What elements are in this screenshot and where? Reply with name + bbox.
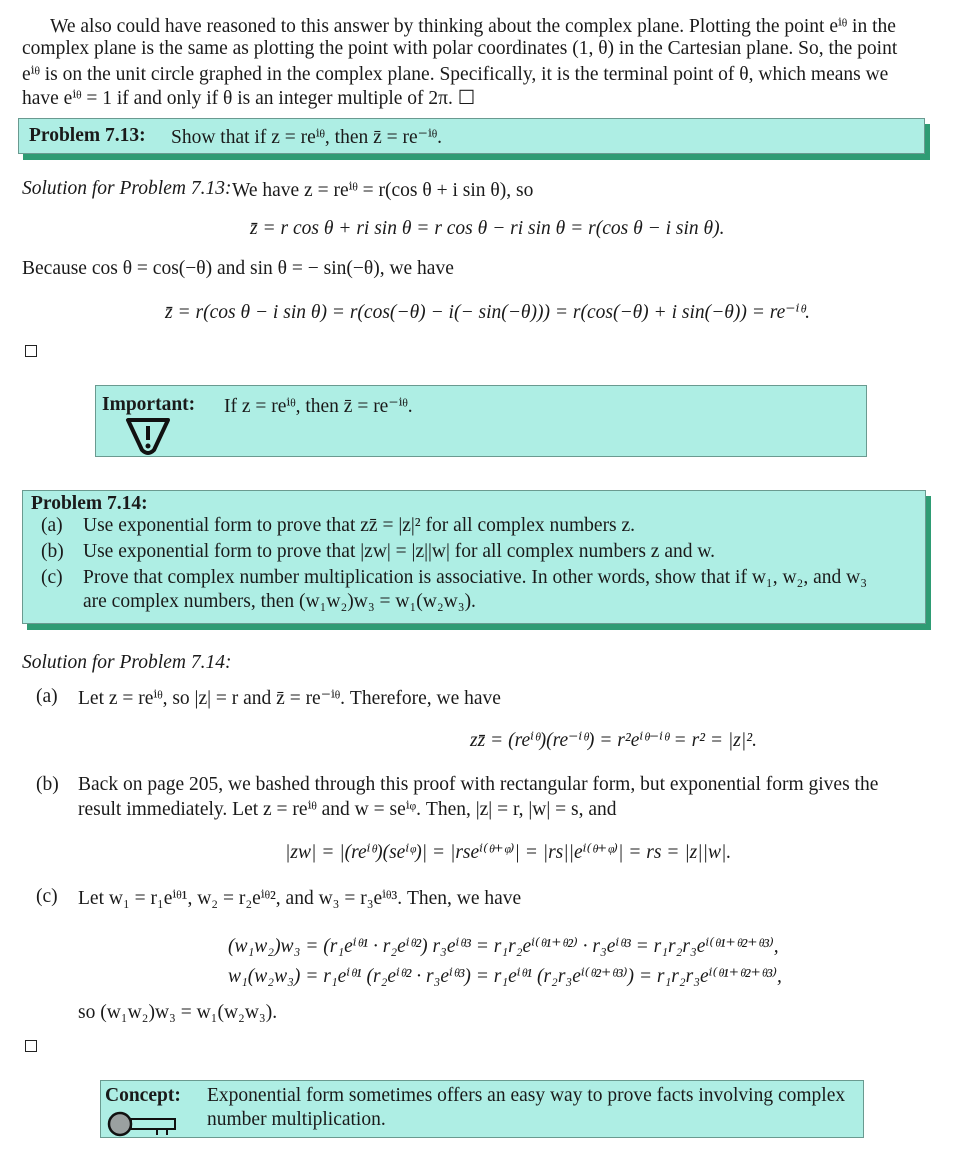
important-text: If z = reⁱᶿ, then z̄ = re⁻ⁱᶿ. [224,396,413,417]
concept-box [100,1080,864,1138]
solution-label: Solution for Problem 7.14: [22,652,232,673]
solution-text: Because cos θ = cos(−θ) and sin θ = − sin(−θ), we have [22,258,454,279]
part-text: Use exponential form to prove that |zw| = |z||w| for all complex numbers z and w. [83,541,716,562]
qed-box [25,1040,37,1052]
solution-text: We have z = reⁱᶿ = r(cos θ + i sin θ), so [232,180,534,201]
warning-icon [124,416,172,456]
part-text: Prove that complex number multiplication is associative. In other words, show that if w₁, w₂, and w₃ [83,567,867,588]
part-tag: (c) [36,886,58,907]
part-tag: (b) [41,541,64,562]
problem-text: Show that if z = reⁱᶿ, then z̄ = re⁻ⁱᶿ. [171,127,443,148]
part-tag: (c) [41,567,63,588]
equation: zz̄ = (reⁱᶿ)(re⁻ⁱᶿ) = r²eⁱᶿ⁻ⁱᶿ = r² = |z|². [470,730,757,751]
part-tag: (a) [36,686,58,707]
important-box [95,385,867,457]
intro-line: We also could have reasoned to this answer by thinking about the complex plane. Plotting the point eⁱᶿ in the [50,16,896,37]
qed-box [25,345,37,357]
equation: z̄ = r cos θ + ri sin θ = r cos θ − ri sin θ = r(cos θ − i sin θ). [250,218,725,239]
problem-label: Problem 7.14: [31,493,148,514]
solution-text: Let z = reⁱᶿ, so |z| = r and z̄ = re⁻ⁱᶿ. Therefore, we have [78,688,501,709]
solution-text: Let w₁ = r₁eⁱᶿ¹, w₂ = r₂eⁱᶿ², and w₃ = r₃eⁱᶿ³. Then, we have [78,888,522,909]
key-icon [107,1111,179,1137]
equation: |zw| = |(reⁱᶿ)(seⁱᵠ)| = |rseⁱ⁽ᶿ⁺ᵠ⁾| = |rs||eⁱ⁽ᶿ⁺ᵠ⁾| = rs = |z||w|. [285,842,732,863]
solution-text: Back on page 205, we bashed through this proof with rectangular form, but exponential form gives the [78,774,879,795]
solution-text: result immediately. Let z = reⁱᶿ and w = seⁱᵠ. Then, |z| = r, |w| = s, and [78,799,617,820]
intro-line: eⁱᶿ is on the unit circle graphed in the complex plane. Specifically, it is the terminal point of θ, which means we [22,64,889,85]
intro-line: have eⁱᶿ = 1 if and only if θ is an integer multiple of 2π. ☐ [22,88,476,109]
solution-text: so (w₁w₂)w₃ = w₁(w₂w₃). [78,1002,278,1023]
part-tag: (a) [41,515,63,536]
part-text: Use exponential form to prove that zz̄ = |z|² for all complex numbers z. [83,515,636,536]
problem-label: Problem 7.13: [29,125,146,146]
equation: w₁(w₂w₃) = r₁eⁱᶿ¹ (r₂eⁱᶿ² · r₃eⁱᶿ³) = r₁eⁱᶿ¹ (r₂r₃eⁱ⁽ᶿ²⁺ᶿ³⁾) = r₁r₂r₃eⁱ⁽ᶿ¹⁺ᶿ²⁺ᶿ³⁾, [228,966,782,987]
concept-text: Exponential form sometimes offers an easy way to prove facts involving complex [207,1085,846,1106]
concept-label: Concept: [105,1085,181,1106]
problem-7-13-box [18,118,925,154]
solution-label: Solution for Problem 7.13: [22,178,232,199]
part-tag: (b) [36,774,59,795]
equation: z̄ = r(cos θ − i sin θ) = r(cos(−θ) − i(− sin(−θ))) = r(cos(−θ) + i sin(−θ)) = re⁻ⁱᶿ. [165,302,810,323]
intro-line: complex plane is the same as plotting the point with polar coordinates (1, θ) in the Cartesian plane. So, the point [22,38,898,59]
part-text: are complex numbers, then (w₁w₂)w₃ = w₁(w₂w₃). [83,591,476,612]
important-label: Important: [102,394,196,415]
concept-text: number multiplication. [207,1109,386,1130]
equation: (w₁w₂)w₃ = (r₁eⁱᶿ¹ · r₂eⁱᶿ²) r₃eⁱᶿ³ = r₁r₂eⁱ⁽ᶿ¹⁺ᶿ²⁾ · r₃eⁱᶿ³ = r₁r₂r₃eⁱ⁽ᶿ¹⁺ᶿ²⁺ᶿ³⁾, [228,936,779,957]
problem-7-14-box [22,490,926,624]
